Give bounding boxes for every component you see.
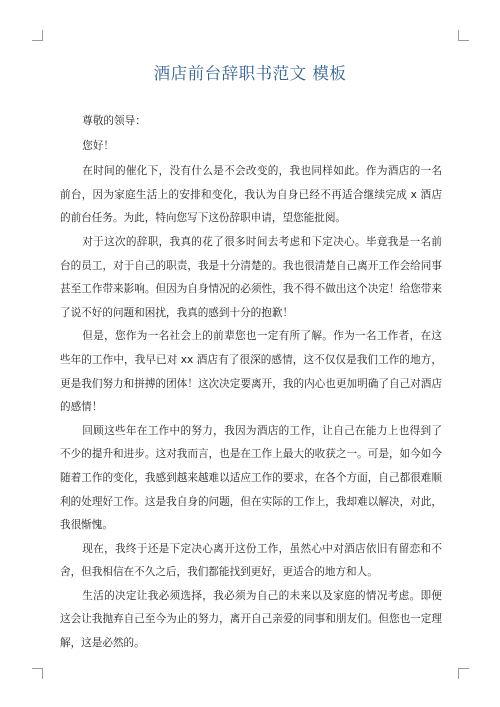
paragraph: 生活的决定让我必须选择，我必须为自己的未来以及家庭的情况考虑。即便这会让我抛弃自己至今为止的努力，离开自己亲爱的同事和朋友们。但您也一定理解，这是必然的。: [60, 589, 442, 650]
paragraph: 但是，您作为一名社会上的前辈您也一定有所了解。作为一名工作者，在这些年的工作中，我早已对 xx 酒店有了很深的感情，这不仅仅是我们工作的地方，更是我们努力和拼搏的团体！这次决定要离开，我的内心也更加明确了自己对酒店的感情！: [60, 330, 442, 414]
document-title: 酒店前台辞职书范文 模板: [153, 64, 347, 83]
greeting: 您好！: [82, 140, 115, 153]
document-body: [60, 110, 442, 656]
paragraph: 对于这次的辞职，我真的花了很多时间去考虑和下定决心。毕竟我是一名前台的员工，对于自己的职责，我是十分清楚的。我也很清楚自己离开工作会给同事甚至工作带来影响。但因为自身情况的必须性，我不得不做出这个决定！给您带来了说不好的问题和困扰，我真的感到十分的抱歉！: [60, 235, 442, 319]
page-corner-mark-top-left: [32, 30, 43, 41]
page-corner-mark-bottom-right: [458, 668, 469, 679]
page-corner-mark-top-right: [458, 30, 469, 41]
salutation: 尊敬的领导：: [82, 115, 146, 127]
paragraph: 回顾这些年在工作中的努力，我因为酒店的工作，让自己在能力上也得到了不少的提升和进步。这对我而言，也是在工作上最大的收获之一。可是，如今如今随着工作的变化，我感到越来越难以适应工作的要求，在各个方面，自己都很难顺利的处理好工作。这是我自身的问题，但在实际的工作上，我却难以解决，对此，我很惭愧。: [60, 424, 442, 532]
page-corner-mark-bottom-left: [32, 668, 43, 679]
paragraph: 现在，我终于还是下定决心离开这份工作，虽然心中对酒店依旧有留恋和不舍，但我相信在不久之后，我们都能找到更好，更适合的地方和人。: [60, 542, 442, 579]
paragraph: 在时间的催化下，没有什么是不会改变的，我也同样如此。作为酒店的一名前台，因为家庭生活上的安排和变化，我认为自身已经不再适合继续完成 x 酒店的前台任务。为此，特向您写下这份辞职申请，望您能批阅。: [60, 165, 442, 225]
